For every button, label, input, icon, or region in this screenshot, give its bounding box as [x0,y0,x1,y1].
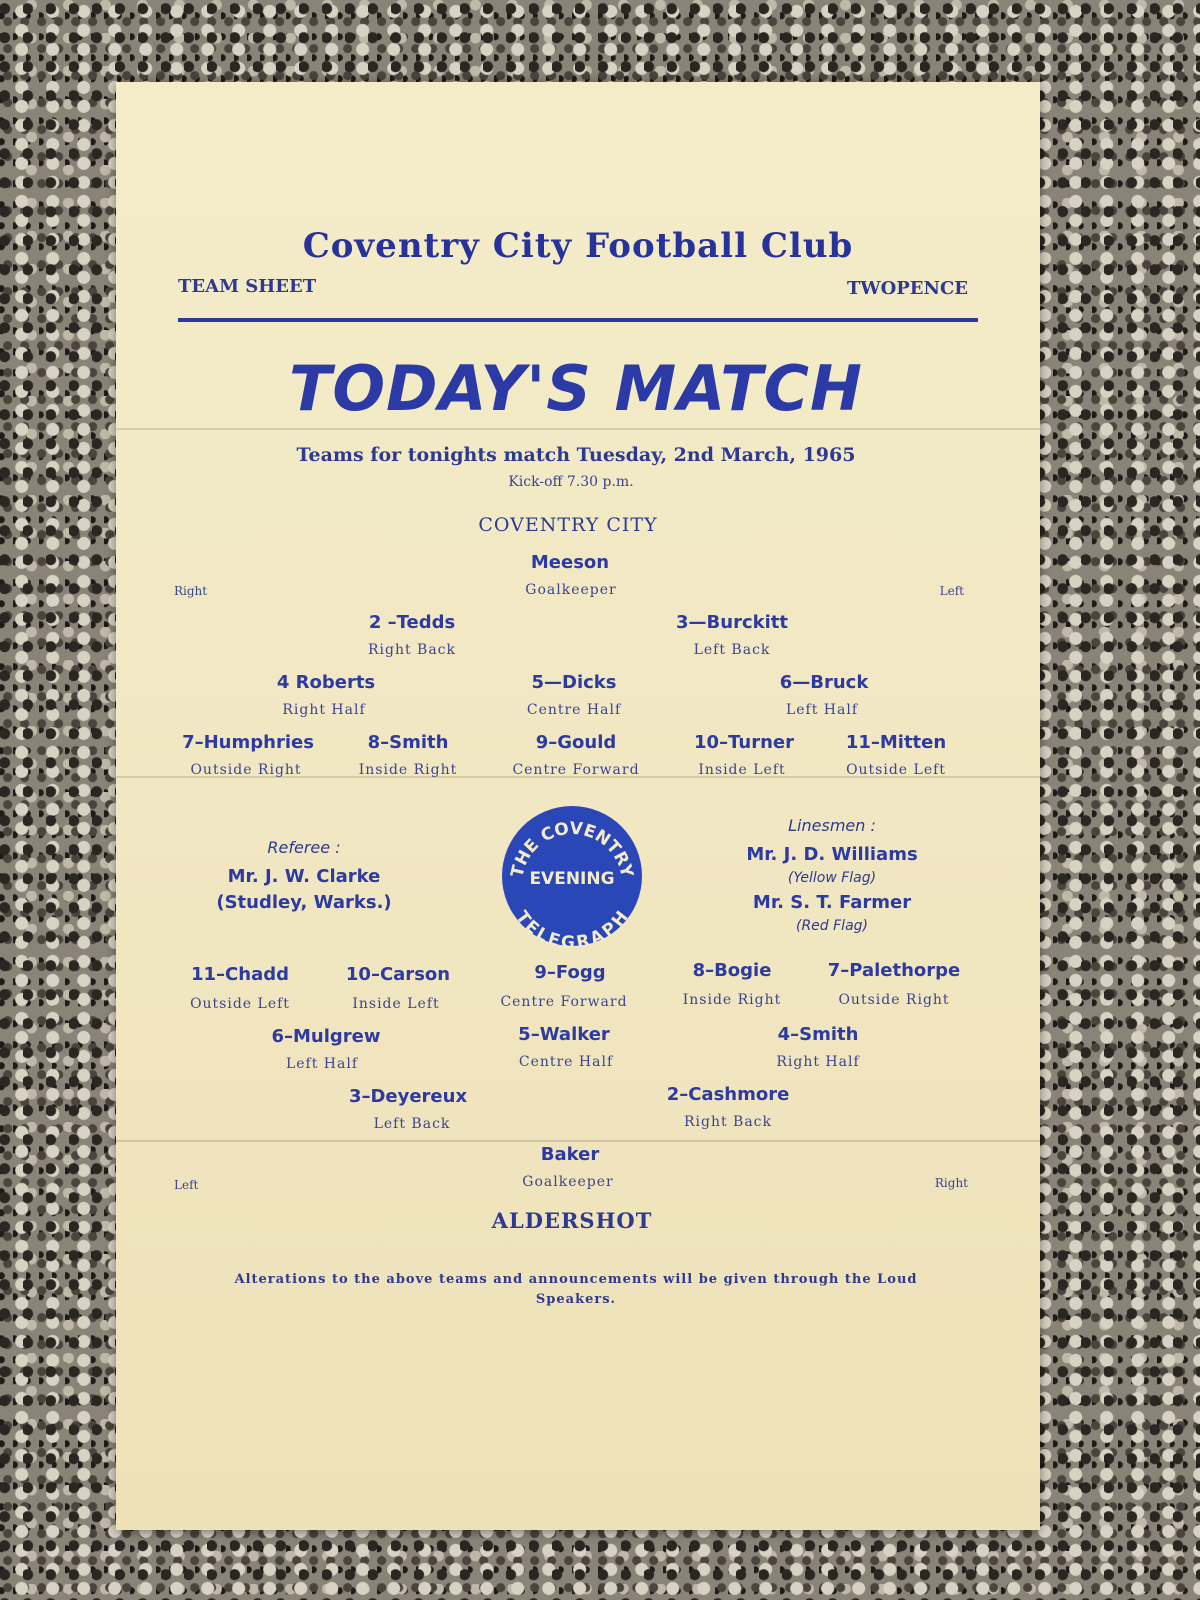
away-goalkeeper-position: Goalkeeper [522,1174,614,1190]
referee-label: Referee : [267,838,341,857]
home-centre-half-name: 5—Dicks [531,672,617,693]
logo-bottom-text: TELEGRAPH [511,907,633,948]
away-left-half-position: Left Half [285,1056,359,1072]
home-side-left: Left [939,584,964,598]
away-inside-left-position: Inside Left [352,996,440,1012]
away-left-back-position: Left Back [373,1116,451,1132]
home-outside-left-name: 11–Mitten [845,732,947,753]
coventry-evening-telegraph-logo [500,804,644,948]
todays-match-banner: TODAY'S MATCH [289,352,863,425]
home-left-half-name: 6—Bruck [779,672,869,693]
kickoff-time: Kick-off 7.30 p.m. [508,474,634,490]
linesmen-label: Linesmen : [788,816,876,835]
away-side-right: Right [934,1176,968,1190]
home-outside-left-position: Outside Left [846,762,946,778]
referee-name: Mr. J. W. Clarke [227,866,381,887]
away-centre-forward-name: 9–Fogg [534,962,606,983]
home-goalkeeper-name: Meeson [530,552,610,573]
away-centre-forward-position: Centre Forward [500,994,628,1010]
linesman-1-flag: (Yellow Flag) [787,870,877,886]
away-left-back-name: 3–Deyereux [348,1086,468,1107]
team-sheet-label: TEAM SHEET [178,276,317,297]
logo-top-text: THE COVENTRY [507,818,637,880]
home-left-back-position: Left Back [693,642,771,658]
fold-crease [116,1140,1040,1142]
home-inside-left-position: Inside Left [698,762,786,778]
away-right-half-position: Right Half [776,1054,860,1070]
away-outside-right-name: 7–Palethorpe [827,960,961,981]
home-centre-forward-name: 9–Gould [535,732,617,753]
home-team-name: COVENTRY CITY [478,514,658,536]
header-rule [178,318,978,322]
home-left-back-name: 3—Burckitt [676,612,788,633]
away-right-back-position: Right Back [683,1114,773,1130]
home-centre-half-position: Centre Half [526,702,622,718]
home-right-half-name: 4 Roberts [276,672,376,693]
away-right-back-name: 2–Cashmore [666,1084,790,1105]
home-outside-right-name: 7–Humphries [182,732,314,753]
home-side-right: Right [174,584,208,598]
club-name: Coventry City Football Club [302,226,854,266]
home-left-half-position: Left Half [785,702,859,718]
match-intro: Teams for tonights match Tuesday, 2nd March, 1965 [296,444,856,466]
home-centre-forward-position: Centre Forward [512,762,640,778]
linesman-2-flag: (Red Flag) [795,918,869,934]
home-right-back-position: Right Back [367,642,457,658]
linesman-1-name: Mr. J. D. Williams [746,844,918,865]
home-inside-left-name: 10–Turner [694,732,794,753]
away-outside-left-name: 11–Chadd [191,964,289,985]
away-outside-left-position: Outside Left [190,996,290,1012]
linesman-2-name: Mr. S. T. Farmer [752,892,912,913]
away-goalkeeper-name: Baker [540,1144,600,1165]
fold-crease [116,428,1040,430]
home-inside-right-position: Inside Right [358,762,458,778]
alterations-notice: Alterations to the above teams and announcements will be given through the Loud Speakers. [234,1272,918,1307]
away-team-name: ALDERSHOT [491,1208,653,1233]
away-outside-right-position: Outside Right [838,992,950,1008]
referee-club: (Studley, Warks.) [216,892,392,913]
away-inside-right-name: 8–Bogie [692,960,772,981]
away-inside-right-position: Inside Right [682,992,782,1008]
away-centre-half-position: Centre Half [518,1054,614,1070]
home-outside-right-position: Outside Right [190,762,302,778]
logo-middle-text: EVENING [529,869,615,889]
away-right-half-name: 4–Smith [777,1024,859,1045]
team-sheet [116,82,1040,1530]
price-label: TWOPENCE [846,278,968,299]
home-right-back-name: 2 –Tedds [368,612,456,633]
away-left-half-name: 6–Mulgrew [271,1026,381,1047]
away-inside-left-name: 10–Carson [345,964,451,985]
home-right-half-position: Right Half [282,702,366,718]
away-centre-half-name: 5–Walker [518,1024,610,1045]
home-inside-right-name: 8–Smith [367,732,449,753]
away-side-left: Left [174,1178,199,1192]
home-goalkeeper-position: Goalkeeper [525,582,617,598]
